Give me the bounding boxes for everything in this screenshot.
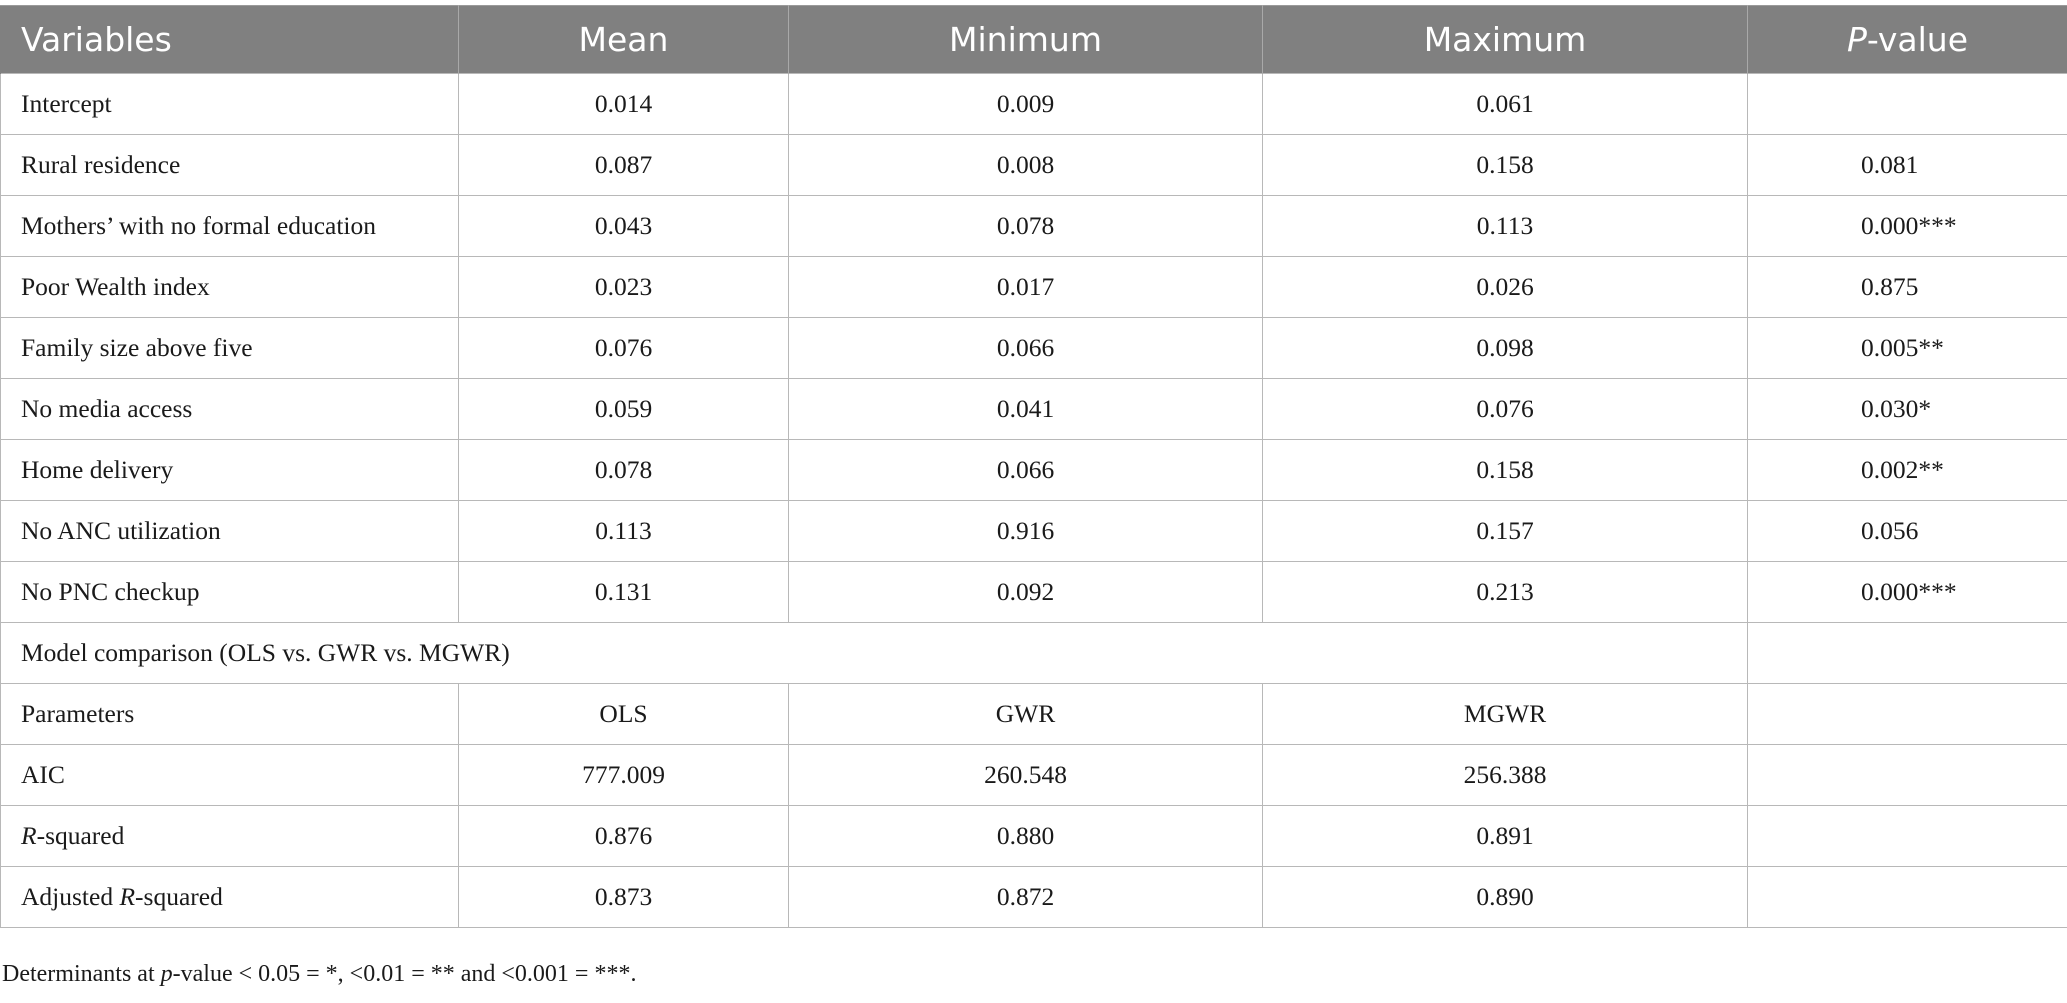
row-label: Intercept	[1, 74, 459, 135]
p-value-cell: 0.000***	[1748, 562, 2067, 623]
gwr-cell: GWR	[789, 684, 1263, 745]
row-label: Home delivery	[1, 440, 459, 501]
row-label: Poor Wealth index	[1, 257, 459, 318]
maximum-cell: 0.061	[1263, 74, 1748, 135]
gwr-cell: 0.880	[789, 806, 1263, 867]
header-p-rest: -value	[1866, 20, 1969, 59]
mean-cell: 0.076	[459, 318, 789, 379]
header-minimum: Minimum	[789, 6, 1263, 74]
comparison-title: Model comparison (OLS vs. GWR vs. MGWR)	[1, 623, 1748, 684]
ols-cell: OLS	[459, 684, 789, 745]
table-row	[1, 257, 2067, 318]
ols-cell: 0.873	[459, 867, 789, 928]
r-italic: R	[21, 821, 37, 850]
mean-cell: 0.087	[459, 135, 789, 196]
mean-cell: 0.131	[459, 562, 789, 623]
footnote-rest: -value < 0.05 = *, <0.01 = ** and <0.001 = ***.	[172, 961, 637, 987]
mean-cell: 0.078	[459, 440, 789, 501]
minimum-cell: 0.066	[789, 318, 1263, 379]
table-row	[1, 867, 2067, 928]
row-label: Rural residence	[1, 135, 459, 196]
maximum-cell: 0.026	[1263, 257, 1748, 318]
mean-cell: 0.043	[459, 196, 789, 257]
regression-results-table	[0, 5, 2067, 928]
adj-pre: Adjusted	[21, 882, 120, 911]
minimum-cell: 0.017	[789, 257, 1263, 318]
p-value-cell: 0.005**	[1748, 318, 2067, 379]
mgwr-cell: 0.891	[1263, 806, 1748, 867]
empty-cell	[1748, 684, 2067, 745]
p-value-cell	[1748, 74, 2067, 135]
maximum-cell: 0.158	[1263, 135, 1748, 196]
table-row	[1, 318, 2067, 379]
table-footnote	[2, 961, 636, 988]
maximum-cell: 0.113	[1263, 196, 1748, 257]
mgwr-cell: 0.890	[1263, 867, 1748, 928]
table-row	[1, 196, 2067, 257]
r-rest: -squared	[135, 882, 223, 911]
ols-cell: 777.009	[459, 745, 789, 806]
comparison-title-row	[1, 623, 2067, 684]
p-value-cell: 0.875	[1748, 257, 2067, 318]
row-label: Mothers’ with no formal education	[1, 196, 459, 257]
gwr-cell: 0.872	[789, 867, 1263, 928]
mean-cell: 0.023	[459, 257, 789, 318]
row-label: No ANC utilization	[1, 501, 459, 562]
minimum-cell: 0.008	[789, 135, 1263, 196]
table-row	[1, 501, 2067, 562]
p-value-cell: 0.056	[1748, 501, 2067, 562]
footnote-pre: Determinants at	[2, 961, 161, 987]
p-value-cell: 0.002**	[1748, 440, 2067, 501]
table-row	[1, 74, 2067, 135]
row-label	[1, 806, 459, 867]
mean-cell: 0.059	[459, 379, 789, 440]
row-label: Family size above five	[1, 318, 459, 379]
table-row	[1, 745, 2067, 806]
mgwr-cell: 256.388	[1263, 745, 1748, 806]
p-value-cell: 0.000***	[1748, 196, 2067, 257]
row-label: No PNC checkup	[1, 562, 459, 623]
maximum-cell: 0.098	[1263, 318, 1748, 379]
header-maximum: Maximum	[1263, 6, 1748, 74]
minimum-cell: 0.041	[789, 379, 1263, 440]
header-p-italic: P	[1846, 20, 1867, 59]
table-row	[1, 562, 2067, 623]
minimum-cell: 0.916	[789, 501, 1263, 562]
maximum-cell: 0.213	[1263, 562, 1748, 623]
table-row	[1, 440, 2067, 501]
minimum-cell: 0.066	[789, 440, 1263, 501]
p-value-cell: 0.081	[1748, 135, 2067, 196]
minimum-cell: 0.078	[789, 196, 1263, 257]
footnote-italic: p	[160, 961, 173, 987]
ols-cell: 0.876	[459, 806, 789, 867]
table-row	[1, 684, 2067, 745]
empty-cell	[1748, 867, 2067, 928]
r-rest: -squared	[36, 821, 125, 850]
minimum-cell: 0.009	[789, 74, 1263, 135]
table-header-row	[1, 6, 2067, 74]
minimum-cell: 0.092	[789, 562, 1263, 623]
header-p-value	[1748, 6, 2067, 74]
header-mean: Mean	[459, 6, 789, 74]
p-value-cell: 0.030*	[1748, 379, 2067, 440]
maximum-cell: 0.157	[1263, 501, 1748, 562]
maximum-cell: 0.158	[1263, 440, 1748, 501]
mgwr-cell: MGWR	[1263, 684, 1748, 745]
table-row	[1, 806, 2067, 867]
table-row	[1, 135, 2067, 196]
mean-cell: 0.113	[459, 501, 789, 562]
row-label: No media access	[1, 379, 459, 440]
row-label: Parameters	[1, 684, 459, 745]
table-row	[1, 379, 2067, 440]
row-label	[1, 867, 459, 928]
row-label: AIC	[1, 745, 459, 806]
header-variables: Variables	[1, 6, 459, 74]
empty-cell	[1748, 745, 2067, 806]
empty-cell	[1748, 806, 2067, 867]
mean-cell: 0.014	[459, 74, 789, 135]
r-italic: R	[119, 882, 136, 911]
maximum-cell: 0.076	[1263, 379, 1748, 440]
gwr-cell: 260.548	[789, 745, 1263, 806]
empty-cell	[1748, 623, 2067, 684]
